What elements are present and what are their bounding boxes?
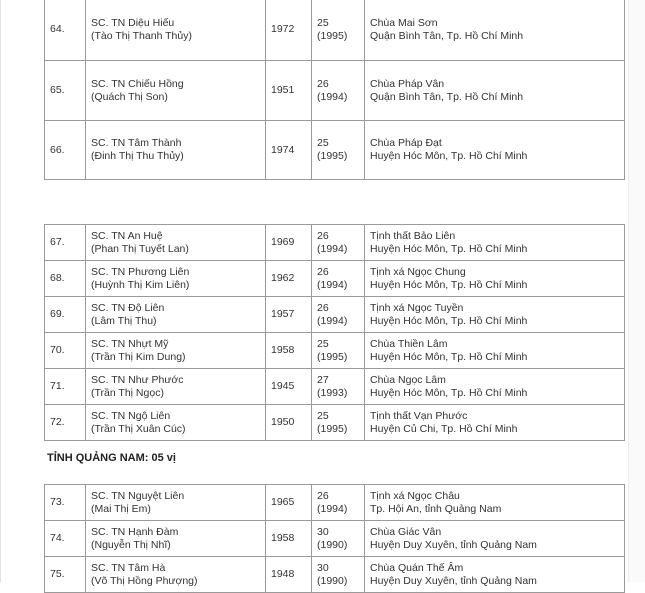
name-cell	[86, 521, 266, 557]
name-cell	[86, 0, 266, 61]
table-row	[45, 333, 625, 369]
location-cell	[365, 0, 625, 61]
location-cell	[365, 405, 625, 441]
temple-name: Chùa Giác Vân	[370, 525, 442, 538]
table-ho-chi-minh-part-1	[44, 0, 625, 180]
dharma-name: SC. TN Tâm Thành	[91, 137, 182, 149]
location-cell	[365, 521, 625, 557]
location-name: Huyện Duy Xuyên, tỉnh Quảng Nam	[370, 574, 537, 587]
temple-name: Chùa Pháp Vân	[370, 77, 445, 90]
ordination-age: 30	[317, 561, 329, 574]
location-name: Tp. Hội An, tỉnh Quảng Nam	[370, 502, 502, 515]
lay-name: (Võ Thị Hồng Phượng)	[91, 574, 198, 587]
lay-name: (Quách Thị Son)	[91, 90, 168, 103]
ordination-age: 25	[317, 16, 329, 29]
location-cell	[365, 297, 625, 333]
table-quang-nam	[44, 484, 625, 593]
ordination-age: 26	[317, 265, 329, 278]
row-number: 68.	[45, 261, 86, 297]
table-row	[45, 121, 625, 180]
table-row	[45, 369, 625, 405]
birth-year: 1945	[266, 369, 312, 405]
lay-name: (Trần Thị Ngọc)	[91, 386, 164, 399]
location-cell	[365, 261, 625, 297]
location-name: Huyện Duy Xuyên, tỉnh Quảng Nam	[370, 538, 537, 551]
temple-name: Tịnh thất Vạn Phước	[370, 409, 468, 422]
table-row	[45, 485, 625, 521]
ordination-age: 26	[317, 489, 329, 502]
ordination-age: 25	[317, 337, 329, 350]
ordination-year: (1990)	[317, 574, 348, 587]
ordination-year: (1995)	[317, 422, 348, 435]
name-cell	[86, 557, 266, 593]
ordination-age: 25	[317, 409, 329, 422]
row-number: 75.	[45, 557, 86, 593]
ordination-year: (1995)	[317, 150, 348, 162]
ordination-year: (1994)	[317, 242, 348, 255]
birth-year: 1958	[266, 333, 312, 369]
name-cell	[86, 121, 266, 180]
left-border	[0, 0, 1, 582]
lay-name: (Huỳnh Thị Kim Liên)	[91, 278, 190, 291]
ordination-year: (1995)	[317, 350, 348, 363]
ordination-cell	[312, 225, 365, 261]
row-number: 66.	[45, 121, 86, 180]
table-row	[45, 297, 625, 333]
dharma-name: SC. TN Chiếu Hồng	[91, 77, 184, 90]
row-number: 71.	[45, 369, 86, 405]
lay-name: (Mai Thị Em)	[91, 502, 151, 515]
lay-name: (Lâm Thị Thu)	[91, 314, 157, 327]
location-name: Quận Bình Tân, Tp. Hồ Chí Minh	[370, 90, 524, 103]
ordination-year: (1993)	[317, 386, 348, 399]
lay-name: (Trần Thị Kim Dung)	[91, 350, 186, 363]
name-cell	[86, 61, 266, 121]
ordination-age: 26	[317, 229, 329, 242]
ordination-cell	[312, 261, 365, 297]
location-cell	[365, 225, 625, 261]
table-row	[45, 261, 625, 297]
temple-name: Chùa Pháp Đạt	[370, 137, 442, 149]
table-ho-chi-minh-part-2	[44, 224, 625, 441]
dharma-name: SC. TN Ngộ Liên	[91, 409, 171, 422]
page-scrollbar[interactable]	[628, 0, 645, 582]
location-cell	[365, 557, 625, 593]
ordination-year: (1990)	[317, 538, 348, 551]
ordination-year: (1994)	[317, 90, 348, 103]
dharma-name: SC. TN Tâm Hà	[91, 561, 166, 574]
ordination-year: (1994)	[317, 314, 348, 327]
temple-name: Tịnh xá Ngọc Chung	[370, 265, 466, 278]
lay-name: (Tào Thị Thanh Thủy)	[91, 29, 192, 42]
location-name: Huyện Hóc Môn, Tp. Hồ Chí Minh	[370, 150, 528, 162]
table-row	[45, 61, 625, 121]
table-row	[45, 0, 625, 61]
birth-year: 1965	[266, 485, 312, 521]
ordination-age: 26	[317, 301, 329, 314]
location-name: Huyện Hóc Môn, Tp. Hồ Chí Minh	[370, 386, 528, 399]
row-number: 67.	[45, 225, 86, 261]
name-cell	[86, 485, 266, 521]
temple-name: Chùa Thiền Lâm	[370, 337, 448, 350]
dharma-name: SC. TN Nguyệt Liên	[91, 489, 185, 502]
birth-year: 1950	[266, 405, 312, 441]
ordination-cell	[312, 405, 365, 441]
name-cell	[86, 369, 266, 405]
location-cell	[365, 121, 625, 180]
ordination-cell	[312, 121, 365, 180]
name-cell	[86, 261, 266, 297]
ordination-age: 30	[317, 525, 329, 538]
ordination-year: (1995)	[317, 29, 348, 42]
table-row	[45, 405, 625, 441]
dharma-name: SC. TN Phương Liên	[91, 265, 190, 278]
name-cell	[86, 297, 266, 333]
ordination-cell	[312, 521, 365, 557]
table-row	[45, 225, 625, 261]
birth-year: 1958	[266, 521, 312, 557]
ordination-cell	[312, 369, 365, 405]
location-name: Huyện Hóc Môn, Tp. Hồ Chí Minh	[370, 278, 528, 291]
birth-year: 1948	[266, 557, 312, 593]
dharma-name: SC. TN Như Phước	[91, 373, 184, 386]
lay-name: (Nguyễn Thị Nhĩ)	[91, 538, 171, 551]
temple-name: Chùa Ngọc Lâm	[370, 373, 446, 386]
location-cell	[365, 369, 625, 405]
lay-name: (Phan Thị Tuyết Lan)	[91, 242, 189, 255]
temple-name: Chùa Quán Thế Âm	[370, 561, 464, 574]
dharma-name: SC. TN Độ Liên	[91, 301, 165, 314]
table-row	[45, 521, 625, 557]
ordination-cell	[312, 0, 365, 61]
ordination-age: 25	[317, 137, 329, 149]
location-name: Quận Bình Tân, Tp. Hồ Chí Minh	[370, 29, 524, 42]
birth-year: 1969	[266, 225, 312, 261]
lay-name: (Đinh Thị Thu Thủy)	[91, 150, 184, 162]
lay-name: (Trần Thị Xuân Cúc)	[91, 422, 186, 435]
temple-name: Tịnh xá Ngọc Châu	[370, 489, 460, 502]
row-number: 69.	[45, 297, 86, 333]
ordination-age: 26	[317, 77, 329, 90]
location-cell	[365, 485, 625, 521]
ordination-cell	[312, 61, 365, 121]
row-number: 72.	[45, 405, 86, 441]
temple-name: Tịnh xá Ngọc Tuyền	[370, 301, 464, 314]
row-number: 74.	[45, 521, 86, 557]
location-name: Huyện Hóc Môn, Tp. Hồ Chí Minh	[370, 314, 528, 327]
row-number: 70.	[45, 333, 86, 369]
table-row	[45, 557, 625, 593]
row-number: 65.	[45, 61, 86, 121]
location-cell	[365, 61, 625, 121]
name-cell	[86, 405, 266, 441]
row-number: 64.	[45, 0, 86, 61]
ordination-year: (1994)	[317, 278, 348, 291]
dharma-name: SC. TN Hạnh Đàm	[91, 525, 179, 538]
birth-year: 1957	[266, 297, 312, 333]
ordination-cell	[312, 557, 365, 593]
section-heading-quang-nam: TỈNH QUẢNG NAM: 05 vị	[47, 452, 176, 464]
location-cell	[365, 333, 625, 369]
birth-year: 1962	[266, 261, 312, 297]
location-name: Huyện Hóc Môn, Tp. Hồ Chí Minh	[370, 242, 528, 255]
temple-name: Tịnh thất Bảo Liên	[370, 229, 456, 242]
ordination-year: (1994)	[317, 502, 348, 515]
dharma-name: SC. TN An Huệ	[91, 229, 163, 242]
name-cell	[86, 333, 266, 369]
dharma-name: SC. TN Nhựt Mỹ	[91, 337, 169, 350]
birth-year: 1951	[266, 61, 312, 121]
birth-year: 1972	[266, 0, 312, 61]
location-name: Huyện Củ Chi, Tp. Hồ Chí Minh	[370, 422, 518, 435]
ordination-cell	[312, 297, 365, 333]
row-number: 73.	[45, 485, 86, 521]
temple-name: Chùa Mai Sơn	[370, 16, 438, 29]
dharma-name: SC. TN Diệu Hiếu	[91, 16, 175, 29]
ordination-cell	[312, 485, 365, 521]
ordination-age: 27	[317, 373, 329, 386]
ordination-cell	[312, 333, 365, 369]
birth-year: 1974	[266, 121, 312, 180]
name-cell	[86, 225, 266, 261]
location-name: Huyện Hóc Môn, Tp. Hồ Chí Minh	[370, 350, 528, 363]
